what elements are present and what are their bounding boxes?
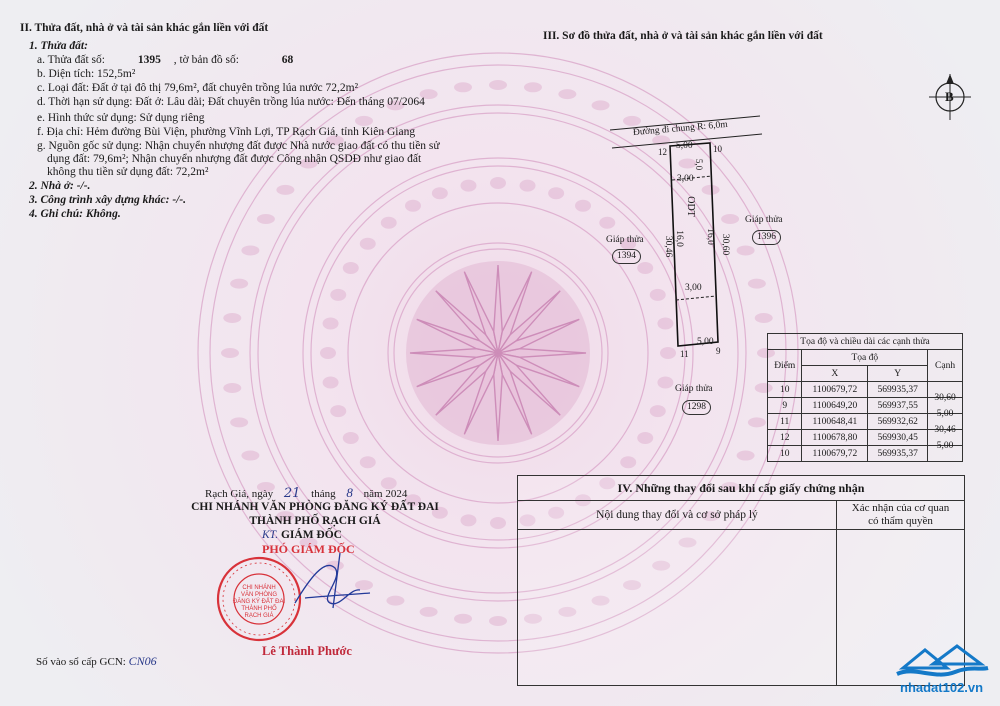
registry-value: CN06	[128, 654, 157, 668]
coord-cell-x: 1100648,41	[802, 414, 868, 430]
signature-icon	[285, 548, 375, 618]
coord-cell-y: 569935,37	[868, 382, 928, 398]
parcel-number-row	[37, 54, 293, 67]
coord-cell-y: 569930,45	[868, 430, 928, 446]
neighbor-1298-label: Giáp thửa	[675, 384, 713, 394]
dim-right: 30,60	[720, 233, 731, 256]
area-row: b. Diện tích: 152,5m²	[37, 68, 136, 80]
edge-cell	[928, 382, 963, 403]
signing-month-label: tháng	[311, 488, 336, 500]
coord-row	[768, 382, 963, 398]
coord-cell-x: 1100678,80	[802, 430, 868, 446]
edge-length: 30,60	[934, 392, 956, 403]
kt-prefix: KT.	[262, 529, 279, 541]
coord-row	[768, 398, 963, 414]
section-2-title: II. Thửa đất, nhà ở và tài sản khác gắn liền với đất	[20, 22, 269, 34]
changes-divider	[836, 530, 837, 685]
dim-mid-2: 3,00	[685, 283, 702, 293]
svg-text:CHI NHÁNH: CHI NHÁNH	[242, 585, 276, 591]
edge-length: 5,00	[936, 408, 954, 419]
edge-cell	[928, 398, 963, 419]
svg-text:VĂN PHÒNG: VĂN PHÒNG	[240, 592, 278, 598]
registry-row	[36, 655, 157, 669]
coord-row	[768, 414, 963, 430]
watermark-text: nhadat102.vn	[900, 680, 984, 695]
coord-cell-p: 12	[768, 430, 802, 446]
coord-cell-p: 9	[768, 398, 802, 414]
header-y: Y	[868, 366, 928, 382]
edge-length: 5,00	[936, 440, 954, 451]
coord-cell-x: 1100679,72	[802, 446, 868, 462]
header-edge: Cạnh	[928, 350, 963, 382]
coord-cell-p: 11	[768, 414, 802, 430]
svg-text:RẠCH GIÁ: RẠCH GIÁ	[244, 613, 274, 619]
header-point: Điểm	[768, 350, 802, 382]
header-coord: Tọa độ	[802, 350, 928, 366]
registry-label: Số vào sổ cấp GCN:	[36, 656, 126, 668]
changes-title: IV. Những thay đổi sau khi cấp giấy chứng nhận	[518, 476, 964, 501]
dim-small: 5,0	[694, 158, 705, 171]
signing-month: 8	[346, 485, 353, 500]
dim-mid-1: 3,00	[677, 174, 694, 184]
section-3-title: III. Sơ đồ thửa đất, nhà ở và tài sản khác gắn liền với đất	[543, 30, 823, 42]
map-sheet-number: 68	[281, 54, 294, 66]
dim-inner-right: 16,0	[704, 228, 715, 245]
land-type-row: c. Loại đất: Đất ở tại đô thị 79,6m², đất chuyên trồng lúa nước 72,2m²	[37, 82, 359, 94]
origin-row-1: g. Nguồn gốc sử dụng: Nhận chuyển nhượng đất được Nhà nước giao đất có thu tiền sử	[37, 140, 440, 152]
parcel-subheading: 1. Thửa đất:	[29, 40, 88, 52]
usage-term-row: d. Thời hạn sử dụng: Đất ở: Lâu dài; Đất chuyên trồng lúa nước: Đến tháng 07/2064	[37, 96, 425, 108]
coord-cell-y: 569935,37	[868, 446, 928, 462]
usage-form-row: e. Hình thức sử dụng: Sử dụng riêng	[37, 112, 205, 124]
svg-text:THÀNH PHỐ: THÀNH PHỐ	[241, 606, 277, 612]
edge-cell	[928, 430, 963, 451]
origin-row-2: dụng đất: 79,6m²; Nhận chuyển nhượng đất được Công nhận QSDĐ như giao đất	[47, 153, 422, 165]
authority-line-2: có thẩm quyền	[868, 515, 933, 527]
house-row: 2. Nhà ở: -/-.	[29, 180, 91, 192]
coord-row	[768, 446, 963, 462]
svg-text:ĐĂNG KÝ ĐẤT ĐAI: ĐĂNG KÝ ĐẤT ĐAI	[232, 599, 286, 605]
director-line	[262, 529, 342, 542]
other-works-row: 3. Công trình xây dựng khác: -/-.	[29, 194, 187, 206]
signing-day: 21	[283, 486, 301, 501]
neighbor-1298-number: 1298	[682, 400, 711, 415]
coordinate-table-title: Tọa độ và chiều dài các cạnh thửa	[768, 334, 963, 350]
coordinate-table	[767, 333, 963, 462]
neighbor-1394-number: 1394	[612, 249, 641, 264]
note-row: 4. Ghi chú: Không.	[29, 208, 121, 220]
signing-date	[205, 486, 407, 501]
point-11-label: 11	[680, 349, 689, 359]
signing-place: Rạch Giá, ngày	[205, 488, 274, 500]
dim-top: 5,00	[676, 141, 693, 151]
road-label: Đường đi chung R: 6,0m	[632, 119, 729, 139]
changes-col-authority	[837, 501, 964, 530]
address-row: f. Địa chỉ: Hẻm đường Bùi Viện, phường Vĩnh Lợi, TP Rạch Giá, tỉnh Kiên Giang	[37, 126, 416, 138]
neighbor-1396-number: 1396	[752, 230, 781, 245]
header-x: X	[802, 366, 868, 382]
coord-cell-y: 569932,62	[868, 414, 928, 430]
coord-cell-x: 1100679,72	[802, 382, 868, 398]
point-9-label: 9	[716, 346, 721, 356]
neighbor-1396-label: Giáp thửa	[745, 215, 783, 225]
neighbor-1394-label: Giáp thửa	[606, 235, 644, 245]
dim-left: 30,46	[663, 235, 674, 258]
dim-inner-left: 16,0	[673, 230, 684, 247]
authority-line-1: Xác nhận của cơ quan	[851, 502, 950, 514]
origin-row-3: không thu tiền sử dụng đất: 72,2m²	[47, 166, 209, 178]
edge-cell	[928, 446, 963, 462]
changes-col-content: Nội dung thay đổi và cơ sở pháp lý	[518, 501, 837, 530]
coord-cell-x: 1100649,20	[802, 398, 868, 414]
point-10-label: 10	[713, 144, 722, 154]
edge-length: 30,46	[934, 424, 956, 435]
coord-cell-p: 10	[768, 446, 802, 462]
house-logo-icon	[895, 640, 990, 680]
office-line-1: CHI NHÁNH VĂN PHÒNG ĐĂNG KÝ ĐẤT ĐAI	[191, 501, 439, 513]
coord-cell-p: 10	[768, 382, 802, 398]
north-label: B	[945, 89, 954, 104]
parcel-number: 1395	[137, 54, 161, 66]
signer-name: Lê Thành Phước	[262, 644, 352, 658]
odt-label: ODT	[684, 196, 696, 217]
point-12-label: 12	[658, 147, 667, 157]
coord-row	[768, 430, 963, 446]
dim-bottom: 5,00	[697, 337, 714, 347]
signing-year: năm 2024	[363, 488, 408, 500]
parcel-number-label: a. Thửa đất số:	[37, 54, 105, 66]
director-title: GIÁM ĐỐC	[280, 529, 342, 541]
office-line-2: THÀNH PHỐ RẠCH GIÁ	[249, 515, 381, 527]
map-sheet-label: , tờ bản đồ số:	[173, 54, 239, 66]
edge-cell	[928, 414, 963, 435]
coord-cell-y: 569937,55	[868, 398, 928, 414]
deputy-title: PHÓ GIÁM ĐỐC	[262, 542, 355, 556]
